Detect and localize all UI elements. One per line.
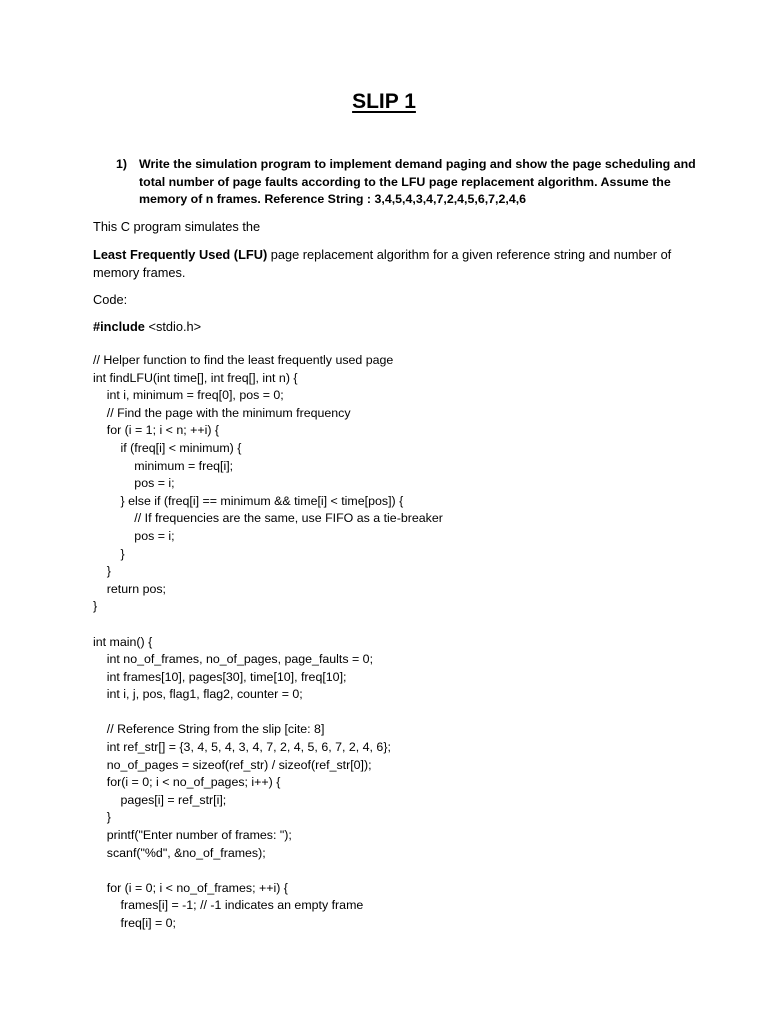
question <box>116 156 706 209</box>
include-line <box>93 318 693 336</box>
page-title: SLIP 1 <box>352 90 416 113</box>
code-block: // Helper function to find the least frequently used page int findLFU(int time[], int freq[], int n) { int i, minimum = freq[0], pos = 0; // Find the page with the minimum frequency for (i = 1; i < n; ++i) { if (freq[i] < minimum) { minimum = freq[i]; pos = i; } else if (freq[i] == minimum && time[i] < time[pos]) { // If frequencies are the same, use FIFO as a tie-breaker pos = i; } } return pos; } int main() { int no_of_frames, no_of_pages, page_faults = 0; int frames[10], pages[30], time[10], freq[10]; int i, j, pos, flag1, flag2, counter = 0; // Reference String from the slip [cite: 8] int ref_str[] = {3, 4, 5, 4, 3, 4, 7, 2, 4, 5, 6, 7, 2, 4, 6}; no_of_pages = sizeof(ref_str) / sizeof(ref_str[0]); for(i = 0; i < no_of_pages; i++) { pages[i] = ref_str[i]; } printf("Enter number of frames: "); scanf("%d", &no_of_frames); for (i = 0; i < no_of_frames; ++i) { frames[i] = -1; // -1 indicates an empty frame freq[i] = 0; <box>93 353 443 930</box>
question-text: Write the simulation program to implement demand paging and show the page scheduling and total number of page faults according to the LFU page replacement algorithm. Assume the memory of n frames. Reference String : 3,4,5,4,3,4,7,2,4,5,6,7,2,4,6 <box>139 157 696 206</box>
lfu-description <box>93 246 693 282</box>
include-file: <stdio.h> <box>144 319 202 334</box>
lfu-bold-term: Least Frequently Used (LFU) <box>93 247 268 262</box>
question-number: 1) <box>116 157 128 171</box>
code-label: Code: <box>93 292 128 307</box>
intro-text: This C program simulates the <box>93 219 261 234</box>
include-keyword: #include <box>93 319 145 334</box>
lfu-description-rest: page replacement algorithm for a given reference string and number of memory frames. <box>93 247 672 280</box>
